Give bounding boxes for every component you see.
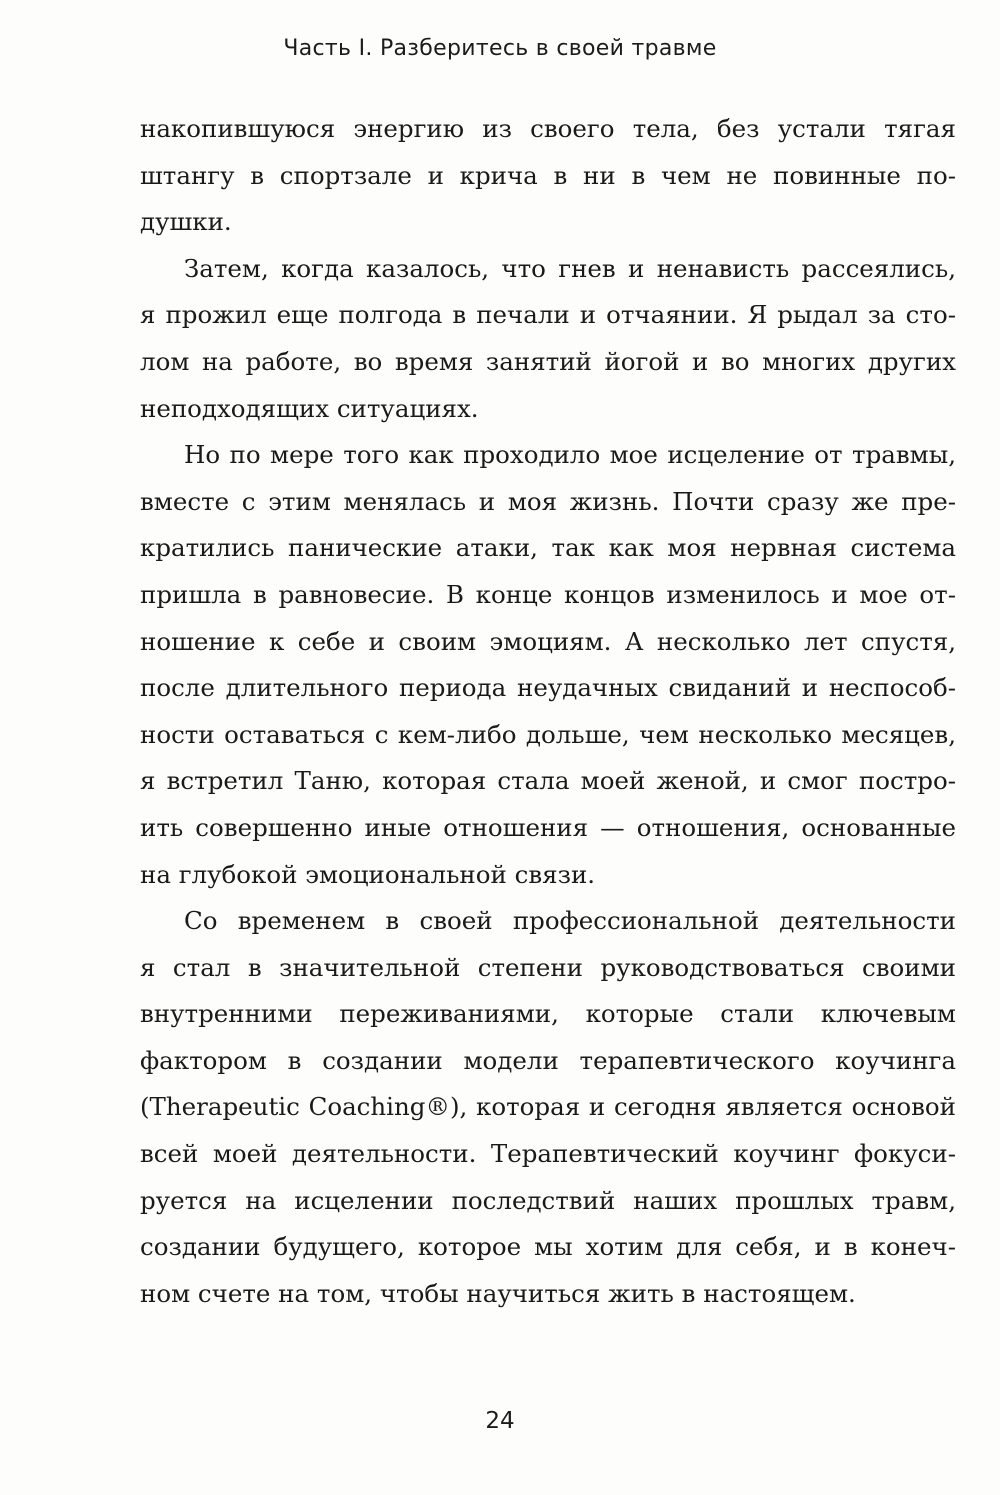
body-text <box>140 106 956 1317</box>
paragraph-1-line: душки. <box>140 207 232 237</box>
paragraph-3-line: вместе с этим менялась и моя жизнь. Почти сразу же пре- <box>140 486 956 516</box>
paragraph-4-line: Со временем в своей профессиональной деятельности <box>184 906 956 936</box>
paragraph-3-line: ности оставаться с кем-либо дольше, чем несколько месяцев, <box>140 719 956 749</box>
paragraph-4-line: внутренними переживаниями, которые стали ключевым <box>140 999 956 1029</box>
paragraph-4-line: ном счете на том, чтобы научиться жить в настоящем. <box>140 1278 856 1308</box>
paragraph-3-line: Но по мере того как проходило мое исцеление от травмы, <box>184 440 956 470</box>
paragraph-2-line: неподходящих ситуациях. <box>140 393 479 423</box>
paragraph-4-line: я стал в значительной степени руководствоваться своими <box>140 952 956 982</box>
paragraph-3-line: пришла в равновесие. В конце концов изменилось и мое от- <box>140 579 956 609</box>
paragraph-2-line: лом на работе, во время занятий йогой и во многих других <box>140 346 956 376</box>
paragraph-4-line: всей моей деятельности. Терапевтический коучинг фокуси- <box>140 1139 956 1169</box>
paragraph-4-line: (Therapeutic Coaching®), которая и сегодня является основой <box>140 1092 956 1122</box>
paragraph-3-line: я встретил Таню, которая стала моей женой, и смог постро- <box>140 766 956 796</box>
paragraph-3-line: ношение к себе и своим эмоциям. А несколько лет спустя, <box>140 626 956 656</box>
paragraph-3-line: после длительного периода неудачных свиданий и неспособ- <box>140 673 956 703</box>
paragraph-3-line: на глубокой эмоциональной связи. <box>140 859 596 889</box>
paragraph-2-line: Затем, когда казалось, что гнев и ненависть рассеялись, <box>184 253 956 283</box>
paragraph-3-line: кратились панические атаки, так как моя нервная система <box>140 533 956 563</box>
paragraph-2-line: я прожил еще полгода в печали и отчаянии. Я рыдал за сто- <box>140 300 956 330</box>
paragraph-3-line: ить совершенно иные отношения — отношения, основанные <box>140 812 956 842</box>
paragraph-4-line: руется на исцелении последствий наших прошлых травм, <box>140 1185 956 1215</box>
paragraph-1-line: штангу в спортзале и крича в ни в чем не повинные по- <box>140 160 956 190</box>
running-header: Часть I. Разберитесь в своей травме <box>283 36 717 61</box>
page-number: 24 <box>485 1408 515 1434</box>
paragraph-1-line: накопившуюся энергию из своего тела, без устали тягая <box>140 114 956 143</box>
paragraph-4-line: фактором в создании модели терапевтического коучинга <box>140 1045 956 1075</box>
paragraph-4-line: создании будущего, которое мы хотим для себя, и в конеч- <box>140 1232 956 1262</box>
